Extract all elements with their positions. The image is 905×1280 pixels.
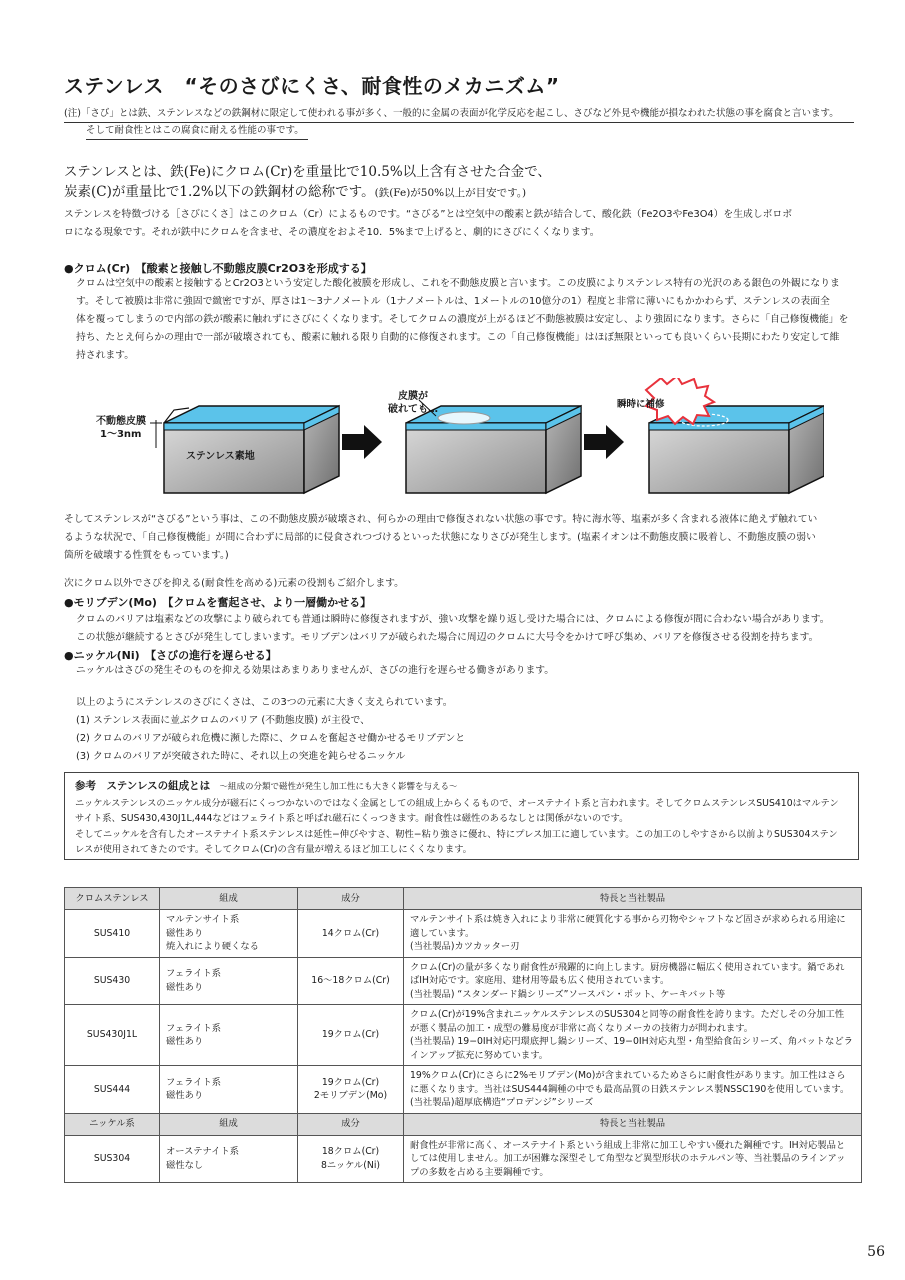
feature-line: (当社製品) 19−0IH対応円環底押し鍋シリーズ、19−0IH対応丸型・角型給食缶シリーズ、角バットなどラ (410, 1036, 853, 1047)
table-header-cell: 成分 (298, 1113, 404, 1135)
page-title: ステンレス “そのさびにくさ、耐食性のメカニズム” (64, 74, 560, 98)
element-line: 16〜18クロム(Cr) (311, 975, 390, 986)
table-row (65, 910, 862, 958)
feature-line: 耐食性が非常に高く、オーステナイト系という組成上非常に加工しやすい優れた鋼種です。IH対応製品と (410, 1139, 846, 1151)
composition-line: 磁性あり (166, 1090, 204, 1102)
composition-line: 磁性あり (166, 1036, 204, 1047)
reference-subtitle: 〜組成の分類で磁性が発生し加工性にも大きく影響を与える〜 (219, 782, 458, 792)
grade-name: SUS410 (65, 910, 160, 958)
nickel-heading: ●ニッケル(Ni) 【さびの進行を遅らせる】 (64, 649, 277, 662)
broken-label (388, 390, 438, 416)
lead-paragraph (64, 162, 854, 203)
element-cell (298, 1066, 404, 1114)
chromium-line: クロムは空気中の酸素と接触するとCr2O3という安定した酸化被膜を形成し、これを不動態皮膜と言います。この皮膜によりステンレス特有の光沢のある銀色の外観になりま (76, 278, 840, 289)
element-cell (298, 957, 404, 1005)
other-elements-intro: 次にクロム以外でさびを抑える(耐食性を高める)元素の役割もご紹介します。 (64, 578, 404, 589)
arrow-right-icon (342, 425, 382, 459)
feature-line: プの多数を占める主要鋼種です。 (410, 1166, 549, 1178)
feature-line: (当社製品) “スタンダード鍋シリーズ”ソースパン・ポット、ケーキバット等 (410, 988, 726, 1000)
table-header-cell: 組成 (160, 1113, 298, 1135)
molybdenum-paragraph (76, 611, 866, 647)
summary-line: 以上のようにステンレスのさびにくさは、この3つの元素に大きく支えられています。 (76, 697, 453, 708)
rust-line: 箇所を破壊する性質をもっています。) (64, 550, 229, 561)
element-line: 8ニッケル(Ni) (320, 1159, 381, 1171)
element-line: 19クロム(Cr) (321, 1076, 380, 1088)
feature-cell (404, 1135, 862, 1183)
stainless-grade-table (64, 887, 862, 1183)
table-row (65, 957, 862, 1005)
molybdenum-line: この状態が継続するとさびが発生してしまいます。モリブデンはバリアが破られた場合に周辺のクロムに大号令をかけて呼び集め、バリアを修復させる役割を持ちます。 (76, 632, 819, 643)
feature-line: (当社製品)超厚底構造“プロデンジ”シリーズ (410, 1097, 594, 1108)
table-row (65, 1135, 862, 1183)
grade-name: SUS444 (65, 1066, 160, 1114)
broken-label-line: 皮膜が (398, 391, 428, 402)
reference-line: サイト系、SUS430,430J1L,444などはフェライト系と呼ばれ磁石にくっつきます。耐食性は磁性のあるなしとは関係がないのです。 (75, 813, 629, 824)
page-number: 56 (867, 1244, 885, 1260)
composition-line: 磁性あり (166, 927, 204, 939)
composition-line: フェライト系 (166, 1022, 222, 1034)
table-row (65, 1005, 862, 1066)
feature-line: クロム(Cr)の量が多くなり耐食性が飛躍的に向上します。厨房機器に幅広く使用されています。鍋であれ (410, 961, 845, 973)
table-header-cell: 組成 (160, 888, 298, 910)
rust-line: るような状況で、「自己修復機能」が間に合わずに局部的に侵食されつづけるといった状態になりさびが発生します。(塩素イオンは不動態皮膜に吸着し、不動態皮膜の弱い (64, 532, 816, 543)
broken-label-line: 破れても… (388, 404, 438, 415)
composition-cell (160, 957, 298, 1005)
intro-line: ロになる現象です。それが鉄中にクロムを含ませ、その濃度をおよそ10．5%まで上げると、劇的にさびにくくなります。 (64, 227, 600, 238)
film-label-line: 不動態皮膜 (96, 416, 146, 427)
feature-line: ばIH対応です。家庭用、建材用等最も広く使用されています。 (410, 975, 670, 986)
rust-paragraph (64, 511, 864, 565)
feature-cell (404, 1005, 862, 1066)
feature-line: 19%クロム(Cr)にさらに2%モリブデン(Mo)が含まれているためさらに耐食性があります。加工性はさら (410, 1070, 846, 1081)
intro-line: ステンレスを特徴づける［さびにくさ］はこのクロム（Cr）によるものです。“さびる”とは空気中の酸素と鉄が結合して、酸化鉄（Fe2O3やFe3O4）を生成しボロボ (64, 209, 793, 220)
table-header-row (65, 1113, 862, 1135)
table-header-cell: 特長と当社製品 (404, 888, 862, 910)
feature-line: インアップ拡充に努めています。 (410, 1049, 549, 1061)
molybdenum-line: クロムのバリアは塩素などの攻撃により破られても普通は瞬時に修復されますが、強い攻撃を繰り返し受けた場合には、クロムによる修復が間に合わない場合があります。 (76, 614, 830, 625)
composition-line: 磁性あり (166, 981, 204, 993)
feature-line: (当社製品)カツカッター刃 (410, 941, 520, 952)
chromium-paragraph (76, 275, 866, 365)
lead-line-1: ステンレスとは、鉄(Fe)にクロム(Cr)を重量比で10.5%以上含有させた合金で、 (64, 164, 551, 180)
summary-paragraph (76, 694, 866, 766)
element-line: 14クロム(Cr) (321, 927, 380, 939)
composition-line: フェライト系 (166, 968, 222, 980)
note-corrosion-resistance: そして耐食性とはこの腐食に耐える性能の事です。 (86, 124, 308, 140)
feature-line: が悪く製品の加工・成型の難易度が非常に高くなりメーカの技術力が問われます。 (410, 1022, 754, 1034)
summary-line: (1) ステンレス表面に並ぶクロムのバリア (不動態皮膜) が主役で、 (76, 715, 370, 726)
composition-line: フェライト系 (166, 1076, 222, 1088)
table-header-cell: 特長と当社製品 (404, 1113, 862, 1135)
element-line: 2モリブデン(Mo) (313, 1090, 388, 1102)
table-row (65, 1066, 862, 1114)
feature-cell (404, 910, 862, 958)
lead-line-2: 炭素(C)が重量比で1.2%以下の鉄鋼材の総称です。 (64, 184, 375, 200)
element-cell (298, 1005, 404, 1066)
element-line: 18クロム(Cr) (321, 1146, 380, 1158)
chromium-line: 持されます。 (76, 350, 134, 361)
feature-cell (404, 1066, 862, 1114)
composition-cell (160, 1066, 298, 1114)
table-header-cell: ニッケル系 (65, 1113, 160, 1135)
composition-line: 焼入れにより硬くなる (166, 941, 259, 952)
composition-line: マルテンサイト系 (166, 914, 240, 925)
reference-box (64, 772, 859, 860)
feature-line: しては使用しません。加工が困難な深型そして角型など異型形状のホテルパン等、当社製品のラインアッ (410, 1153, 846, 1164)
table-header-row (65, 888, 862, 910)
chromium-line: 持ち、たとえ何らかの理由で一部が破壊されても、酸素に触れる限り自動的に修復されます。この「自己修復機能」はほぼ無限といっても良いくらい長期にわたり安定して維 (76, 332, 840, 343)
feature-line: に悪くなります。当社はSUS444鋼種の中でも最高品質の日鉄ステンレス製NSSC190を使用しています。 (410, 1083, 850, 1095)
passive-film-diagram (64, 378, 824, 498)
note-rust-definition: (注)「さび」とは鉄、ステンレスなどの鉄鋼材に限定して使われる事が多く、一般的に金属の表面が化学反応を起こし、さびなど外見や機能が損なわれた状態の事を腐食と言います。 (64, 107, 854, 123)
composition-cell (160, 910, 298, 958)
composition-line: オーステナイト系 (166, 1146, 240, 1158)
table-header-cell: 成分 (298, 888, 404, 910)
reference-line: レスが使用されてきたのです。そしてクロム(Cr)の含有量が増えるほど加工しにくくなります。 (75, 844, 472, 855)
molybdenum-heading: ●モリブデン(Mo) 【クロムを奮起させ、より一層働かせる】 (64, 596, 372, 609)
grade-name: SUS430J1L (65, 1005, 160, 1066)
nickel-paragraph (76, 662, 866, 680)
feature-line: マルテンサイト系は焼き入れにより非常に硬質化する事から刃物やシャフトなど固さが求められる用途に (410, 914, 846, 925)
summary-line: (3) クロムのバリアが突破された時に、それ以上の突進を鈍らせるニッケル (76, 751, 406, 762)
reference-line: ニッケルステンレスのニッケル成分が磁石にくっつかないのではなく金属としての組成上からくるもので、オーステナイト系と言われます。そしてクロムステンレスSUS410はマルテン (75, 797, 839, 809)
element-cell (298, 1135, 404, 1183)
grade-name: SUS430 (65, 957, 160, 1005)
lead-line-2-note: (鉄(Fe)が50%以上が目安です。) (374, 187, 527, 199)
table-header-cell: クロムステンレス (65, 888, 160, 910)
rust-line: そしてステンレスが“さびる”という事は、この不動態皮膜が破壊され、何らかの理由で修復されない状態の事です。特に海水等、塩素が多く含まれる液体に絶えず触れてい (64, 514, 818, 525)
chromium-heading: ●クロム(Cr) 【酸素と接触し不動態皮膜Cr2O3を形成する】 (64, 262, 372, 275)
film-thickness-label: 1〜3nm (100, 429, 142, 440)
repair-label: 瞬時に補修 (617, 399, 665, 410)
arrow-right-icon (584, 425, 624, 459)
composition-line: 磁性なし (166, 1159, 204, 1171)
composition-cell (160, 1135, 298, 1183)
reference-line: そしてニッケルを含有したオーステナイト系ステンレスは延性−伸びやすさ、靭性−粘り強さに優れ、特にプレス加工に適しています。この加工のしやすさから以前よりSUS304ステン (75, 828, 838, 840)
feature-line: 適しています。 (410, 927, 475, 939)
reference-label: 参考 ステンレスの組成とは (75, 780, 211, 792)
feature-line: クロム(Cr)が19%含まれニッケルステンレスのSUS304と同等の耐食性を誇ります。ただしその分加工性 (410, 1009, 845, 1020)
composition-cell (160, 1005, 298, 1066)
intro-paragraph (64, 206, 864, 242)
nickel-line: ニッケルはさびの発生そのものを抑える効果はあまりありませんが、さびの進行を遅らせる働きがあります。 (76, 665, 555, 676)
chromium-line: 体を覆ってしまうので内部の鉄が酸素に触れずにさびにくくなります。そしてクロムの濃度が上がるほど不動態被膜は安定し、より強固になります。さらに「自己修復機能」を (76, 314, 849, 325)
element-cell (298, 910, 404, 958)
grade-name: SUS304 (65, 1135, 160, 1183)
film-label (96, 415, 146, 441)
summary-line: (2) クロムのバリアが破られ危機に瀕した際に、クロムを奮起させ働かせるモリブデンと (76, 733, 466, 744)
element-line: 19クロム(Cr) (321, 1029, 380, 1041)
base-metal-label: ステンレス素地 (186, 451, 255, 462)
feature-cell (404, 957, 862, 1005)
chromium-line: す。そして被膜は非常に強固で緻密ですが、厚さは1〜3ナノメートル（1ナノメートルは、1メートルの10億分の1）程度と非常に薄いにもかかわらず、ステンレスの表面全 (76, 296, 830, 307)
